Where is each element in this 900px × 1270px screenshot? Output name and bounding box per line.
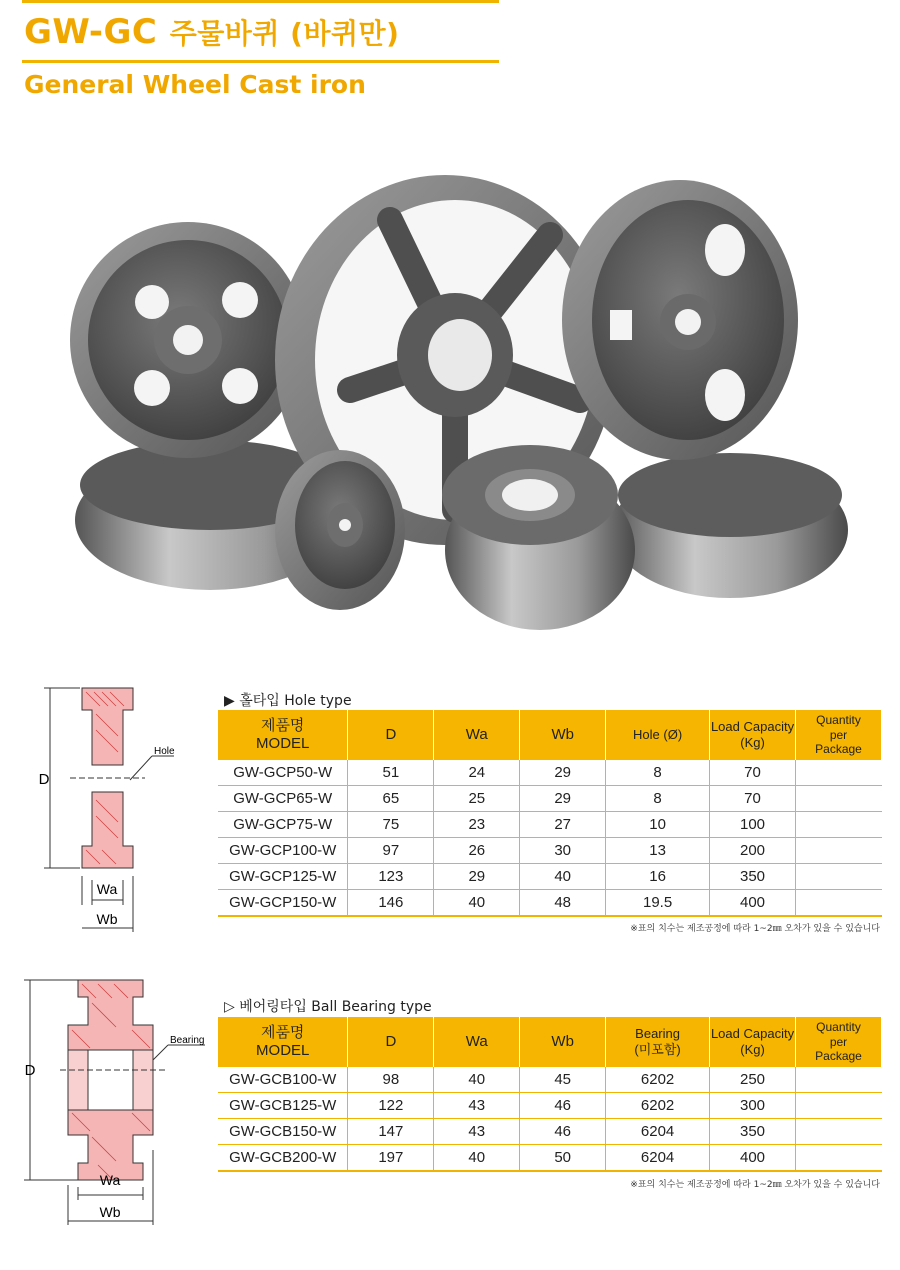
table-header-row — [218, 1017, 882, 1067]
hole-table-note: ※표의 치수는 제조공정에 따라 1~2㎜ 오차가 있을 수 있습니다 — [630, 924, 880, 934]
cell-bearing: 6204 — [606, 1145, 710, 1172]
table-row — [218, 1119, 882, 1145]
cell-wb: 27 — [520, 812, 606, 838]
bearing-diagram-d-label: D — [24, 1062, 36, 1079]
cell-qty — [796, 1067, 882, 1093]
cell-wa: 26 — [434, 838, 520, 864]
col-model: 제품명 MODEL — [218, 710, 348, 760]
cell-hole: 8 — [606, 760, 710, 786]
bearing-table-note: ※표의 치수는 제조공정에 따라 1~2㎜ 오차가 있을 수 있습니다 — [630, 1180, 880, 1190]
cell-model: GW-GCB200-W — [218, 1145, 348, 1172]
bearing-type-table — [218, 1017, 882, 1172]
cell-wa: 25 — [434, 786, 520, 812]
cell-model: GW-GCB100-W — [218, 1067, 348, 1093]
col-model: 제품명 MODEL — [218, 1017, 348, 1067]
wheel-front-bearing — [442, 445, 635, 630]
table-row — [218, 864, 882, 890]
top-rule — [22, 0, 499, 3]
cell-model: GW-GCP100-W — [218, 838, 348, 864]
hole-type-table — [218, 710, 882, 917]
product-photo — [60, 150, 850, 640]
cell-qty — [796, 1093, 882, 1119]
cell-d: 51 — [348, 760, 434, 786]
table-row — [218, 838, 882, 864]
cell-wa: 43 — [434, 1093, 520, 1119]
col-wa: Wa — [434, 710, 520, 760]
cell-bearing: 6204 — [606, 1119, 710, 1145]
cell-wa: 40 — [434, 1067, 520, 1093]
cell-model: GW-GCP50-W — [218, 760, 348, 786]
cell-wa: 43 — [434, 1119, 520, 1145]
page-title — [24, 12, 399, 52]
cell-load: 200 — [710, 838, 796, 864]
cell-hole: 10 — [606, 812, 710, 838]
cell-d: 97 — [348, 838, 434, 864]
cell-hole: 13 — [606, 838, 710, 864]
col-quantity: Quantity per Package — [796, 710, 882, 760]
cell-model: GW-GCP75-W — [218, 812, 348, 838]
hole-type-diagram — [30, 680, 190, 940]
bearing-diagram-bearing-label: Bearing — [170, 1035, 205, 1046]
cell-load: 300 — [710, 1093, 796, 1119]
cell-load: 250 — [710, 1067, 796, 1093]
cell-qty — [796, 760, 882, 786]
col-d: D — [348, 710, 434, 760]
cell-d: 197 — [348, 1145, 434, 1172]
col-quantity: Quantity per Package — [796, 1017, 882, 1067]
cell-d: 65 — [348, 786, 434, 812]
cell-hole: 8 — [606, 786, 710, 812]
table-row — [218, 786, 882, 812]
title-korean: 주물바퀴 (바퀴만) — [169, 17, 400, 50]
cell-qty — [796, 1145, 882, 1172]
cell-qty — [796, 812, 882, 838]
cell-wa: 23 — [434, 812, 520, 838]
col-wa: Wa — [434, 1017, 520, 1067]
cell-wb: 30 — [520, 838, 606, 864]
cell-model: GW-GCP65-W — [218, 786, 348, 812]
col-load-capacity: Load Capacity (Kg) — [710, 1017, 796, 1067]
cell-load: 400 — [710, 1145, 796, 1172]
col-hole: Hole (Ø) — [606, 710, 710, 760]
table-row — [218, 890, 882, 917]
bearing-type-diagram — [20, 975, 220, 1235]
cell-bearing: 6202 — [606, 1067, 710, 1093]
title-model-code: GW-GC — [24, 12, 158, 52]
cell-bearing: 6202 — [606, 1093, 710, 1119]
cell-d: 146 — [348, 890, 434, 917]
cell-d: 98 — [348, 1067, 434, 1093]
cell-qty — [796, 838, 882, 864]
col-load-capacity: Load Capacity (Kg) — [710, 710, 796, 760]
cell-wa: 24 — [434, 760, 520, 786]
cell-load: 100 — [710, 812, 796, 838]
cell-model: GW-GCP125-W — [218, 864, 348, 890]
hole-diagram-hole-label: Hole — [154, 746, 175, 757]
bearing-diagram-wa-label: Wa — [99, 1172, 121, 1188]
wheel-back-right — [612, 453, 848, 598]
cell-wb: 46 — [520, 1093, 606, 1119]
bearing-diagram-wb-label: Wb — [99, 1204, 121, 1220]
cell-wb: 48 — [520, 890, 606, 917]
cell-d: 123 — [348, 864, 434, 890]
page-subtitle: General Wheel Cast iron — [24, 70, 366, 99]
cell-wb: 29 — [520, 786, 606, 812]
col-wb: Wb — [520, 710, 606, 760]
cell-wb: 45 — [520, 1067, 606, 1093]
cell-hole: 16 — [606, 864, 710, 890]
cell-d: 147 — [348, 1119, 434, 1145]
cell-qty — [796, 890, 882, 917]
cell-wb: 50 — [520, 1145, 606, 1172]
cell-qty — [796, 1119, 882, 1145]
col-d: D — [348, 1017, 434, 1067]
cell-d: 75 — [348, 812, 434, 838]
cell-model: GW-GCB150-W — [218, 1119, 348, 1145]
cell-wa: 40 — [434, 1145, 520, 1172]
table-header-row — [218, 710, 882, 760]
cell-load: 70 — [710, 760, 796, 786]
hole-type-label: ▶ 홀타입 Hole type — [224, 693, 352, 709]
col-wb: Wb — [520, 1017, 606, 1067]
wheel-four-hole — [70, 222, 306, 458]
cell-load: 350 — [710, 864, 796, 890]
hole-diagram-wa-label: Wa — [96, 881, 118, 897]
col-bearing: Bearing (미포함) — [606, 1017, 710, 1067]
cell-model: GW-GCP150-W — [218, 890, 348, 917]
cell-d: 122 — [348, 1093, 434, 1119]
cell-wa: 29 — [434, 864, 520, 890]
table-row — [218, 760, 882, 786]
table-row — [218, 1093, 882, 1119]
bearing-type-label: ▷ 베어링타입 Ball Bearing type — [224, 999, 432, 1015]
cell-wb: 40 — [520, 864, 606, 890]
wheel-right-face — [562, 180, 798, 460]
cell-wb: 46 — [520, 1119, 606, 1145]
cell-qty — [796, 864, 882, 890]
cell-qty — [796, 786, 882, 812]
hole-diagram-wb-label: Wb — [96, 911, 118, 927]
title-underline — [22, 60, 499, 63]
cell-load: 350 — [710, 1119, 796, 1145]
table-row — [218, 812, 882, 838]
wheel-small — [275, 450, 405, 610]
cell-wa: 40 — [434, 890, 520, 917]
cell-load: 70 — [710, 786, 796, 812]
cell-hole: 19.5 — [606, 890, 710, 917]
cell-wb: 29 — [520, 760, 606, 786]
table-row — [218, 1067, 882, 1093]
cell-model: GW-GCB125-W — [218, 1093, 348, 1119]
cell-load: 400 — [710, 890, 796, 917]
hole-diagram-d-label: D — [38, 771, 50, 788]
table-row — [218, 1145, 882, 1172]
